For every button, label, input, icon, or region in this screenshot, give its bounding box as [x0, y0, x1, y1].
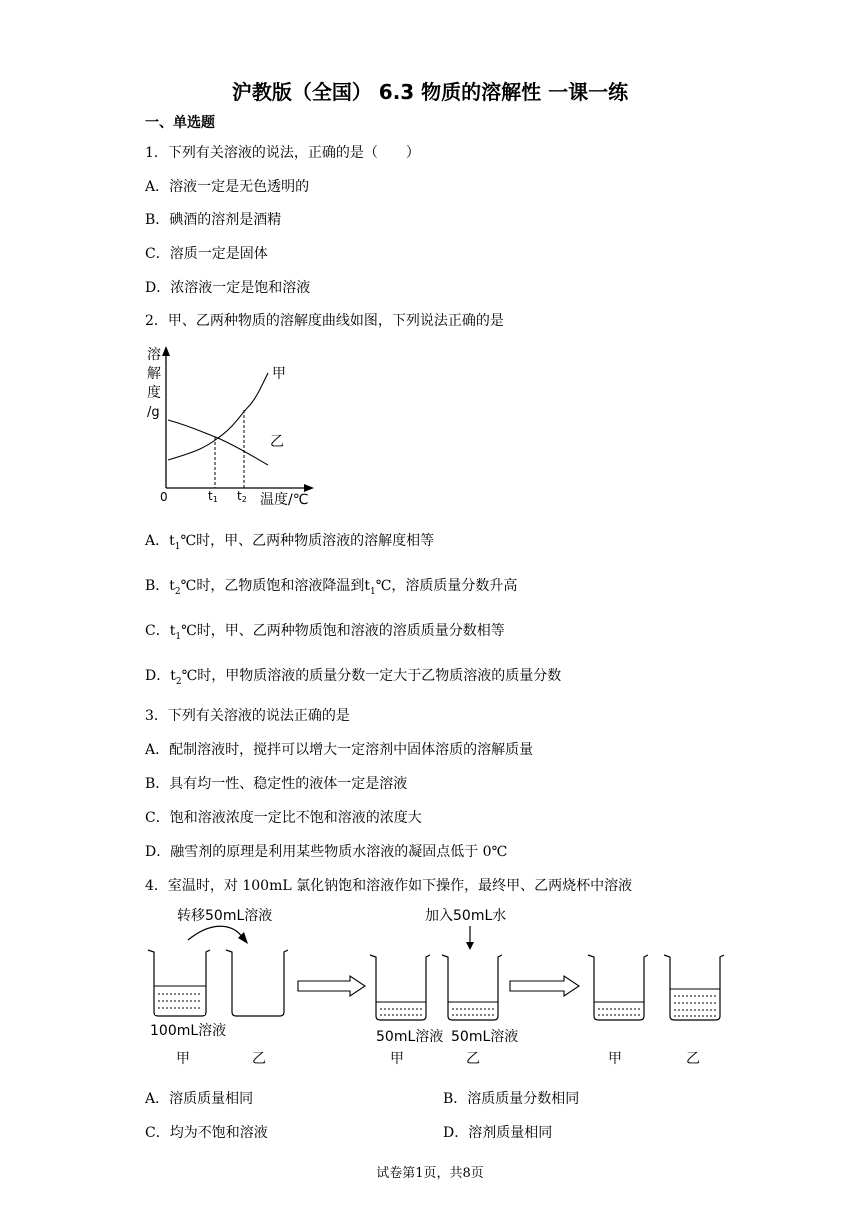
q4-option-b: B．溶质质量分数相同 — [443, 1091, 580, 1107]
q2-option-d: D．$t_2℃$时，甲物质溶液的质量分数一定大于乙物质溶液的质量分数 — [145, 668, 562, 687]
graph-xlabel: 温度/℃ — [260, 492, 309, 508]
q1-stem: 1．下列有关溶液的说法，正确的是（ ） — [145, 145, 420, 161]
graph-ylabel-4: /g — [147, 405, 160, 420]
graph-ylabel-2: 解 — [147, 366, 161, 382]
curve-yi — [168, 420, 268, 465]
stage1-jia: 甲 — [176, 1051, 190, 1067]
graph-t2: t2 — [237, 489, 247, 504]
q4-option-d: D．溶剂质量相同 — [443, 1125, 553, 1141]
vol100-label: 100mL溶液 — [150, 1023, 227, 1039]
q2-option-b: B．$t_2℃$时，乙物质饱和溶液降温到$t_1℃$，溶质质量分数升高 — [145, 578, 518, 597]
beaker-diagram — [140, 900, 740, 1075]
stage3-jia: 甲 — [608, 1051, 622, 1067]
graph-ylabel-3: 度 — [147, 385, 161, 401]
graph-t1: t1 — [208, 489, 218, 504]
solubility-graph — [140, 340, 330, 510]
q4-stem: 4．室温时，对 100mL 氯化钠饱和溶液作如下操作，最终甲、乙两烧杯中溶液 — [145, 878, 633, 894]
q3-option-b: B．具有均一性、稳定性的液体一定是溶液 — [145, 776, 408, 792]
q2-option-a: A．$t_1℃$时，甲、乙两种物质溶液的溶解度相等 — [145, 533, 435, 552]
q4-option-a: A．溶质质量相同 — [145, 1091, 254, 1107]
page-title: 沪教版（全国） 6.3 物质的溶解性 一课一练 — [231, 80, 629, 104]
q3-option-a: A．配制溶液时，搅拌可以增大一定溶剂中固体溶质的溶解质量 — [145, 742, 534, 758]
q4-option-c: C．均为不饱和溶液 — [145, 1125, 268, 1141]
q2-option-c: C．$t_1℃$时，甲、乙两种物质饱和溶液的溶质质量分数相等 — [145, 623, 505, 642]
q3-option-c: C．饱和溶液浓度一定比不饱和溶液的浓度大 — [145, 810, 422, 826]
page-footer: 试卷第1页，共8页 — [376, 1166, 484, 1181]
curve-jia-label: 甲 — [272, 366, 286, 382]
q1-option-a: A．溶液一定是无色透明的 — [145, 179, 310, 195]
stage2-yi: 乙 — [466, 1051, 480, 1067]
q3-stem: 3．下列有关溶液的说法正确的是 — [145, 708, 350, 724]
curve-yi-label: 乙 — [270, 434, 284, 450]
q2-stem: 2．甲、乙两种物质的溶解度曲线如图，下列说法正确的是 — [145, 313, 504, 329]
add-water-label: 加入50mL水 — [425, 908, 507, 924]
graph-origin: 0 — [160, 490, 168, 504]
q1-option-b: B．碘酒的溶剂是酒精 — [145, 212, 282, 228]
stage3-yi: 乙 — [686, 1051, 700, 1067]
q3-option-d: D．融雪剂的原理是利用某些物质水溶液的凝固点低于 0℃ — [145, 844, 508, 860]
curve-jia — [168, 373, 268, 460]
vol50b-label: 50mL溶液 — [451, 1029, 519, 1045]
stage2-jia: 甲 — [390, 1051, 404, 1067]
section-heading: 一、单选题 — [145, 115, 215, 131]
graph-ylabel-1: 溶 — [147, 347, 161, 363]
q1-option-d: D．浓溶液一定是饱和溶液 — [145, 280, 311, 296]
vol50a-label: 50mL溶液 — [376, 1029, 444, 1045]
transfer-label: 转移50mL溶液 — [177, 908, 273, 924]
stage1-yi: 乙 — [252, 1051, 266, 1067]
q1-option-c: C．溶质一定是固体 — [145, 246, 268, 262]
